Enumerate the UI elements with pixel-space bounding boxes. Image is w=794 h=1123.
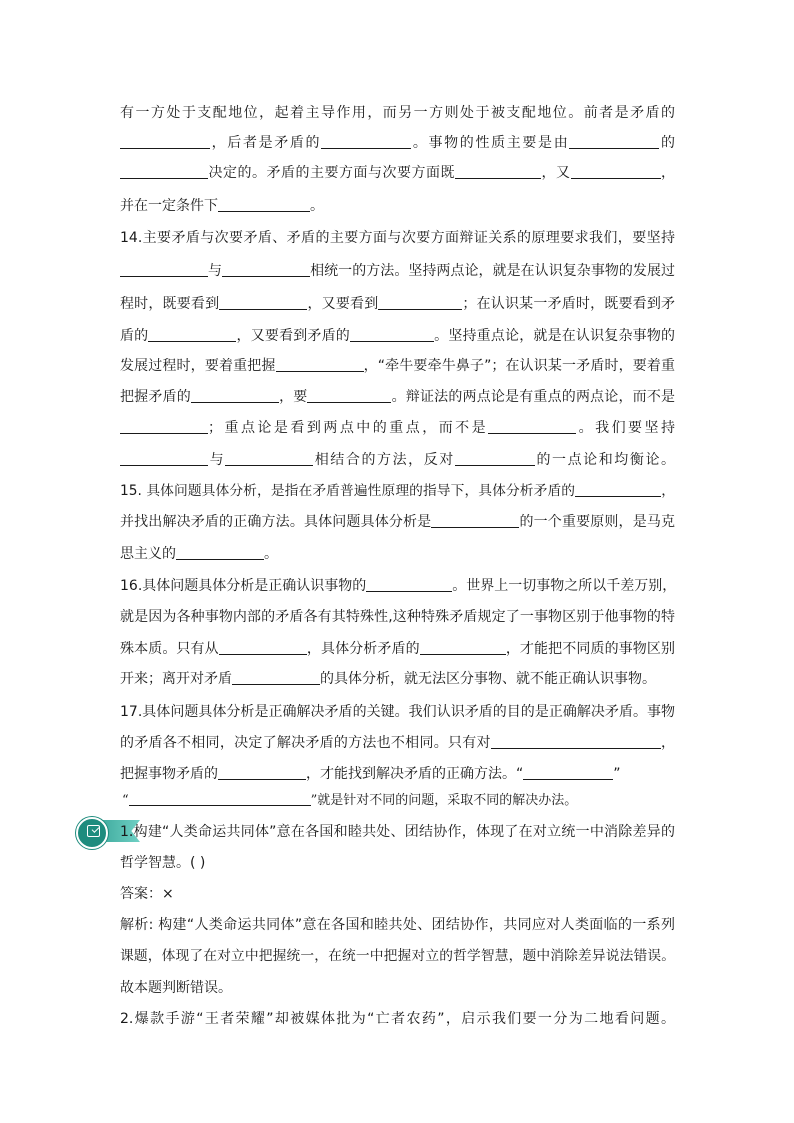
p14-line-2: 与 相统一的方法。坚持两点论，就是在认识复杂事物的发展过 bbox=[120, 261, 675, 281]
p14-line-4: 盾的 ，又要看到矛盾的 。坚持重点论，就是在认识复杂事物的 bbox=[120, 328, 676, 344]
p16-line-4: 开来；离开对矛盾 的具体分析，就无法区分事物、就不能正确认识事物。 bbox=[120, 671, 656, 687]
blank-field[interactable] bbox=[222, 262, 310, 277]
blank-field[interactable] bbox=[571, 164, 661, 179]
answer-text: 答案：× bbox=[120, 886, 174, 902]
p15-line-1: 15. 具体问题具体分析，是指在矛盾普遍性原理的指导下，具体分析矛盾的 ， bbox=[120, 483, 675, 499]
p14-line-5: 发展过程时，要着重把握 ，“牵牛要牵牛鼻子”；在认识某一矛盾时，要着重 bbox=[120, 358, 675, 374]
blank-field[interactable] bbox=[232, 670, 320, 685]
p14-line-6: 把握矛盾的 ，要 。辩证法的两点论是有重点的两点论，而不是 bbox=[120, 389, 676, 405]
p17-line-1: 17.具体问题具体分析是正确解决矛盾的关键。我们认识矛盾的目的是正确解决矛盾。事物 bbox=[120, 704, 675, 720]
analysis-line-3: 故本题判断错误。 bbox=[120, 980, 232, 996]
blank-field[interactable] bbox=[120, 134, 210, 149]
blank-field[interactable] bbox=[218, 765, 306, 780]
blank-field[interactable] bbox=[488, 419, 576, 434]
blank-field[interactable] bbox=[120, 262, 208, 277]
blank-field[interactable] bbox=[120, 164, 208, 179]
p16-line-2: 就是因为各种事物内部的矛盾各有其特殊性,这种特殊矛盾规定了一事物区别于他事物的特 bbox=[120, 609, 675, 625]
question-1-line-1: 1.构建“人类命运共同体”意在各国和睦共处、团结协作，体现了在对立统一中消除差异的 bbox=[120, 824, 675, 840]
p14-line-3: 程时，既要看到 ，又要看到 ；在认识某一矛盾时，既要看到矛 bbox=[120, 296, 676, 312]
p13-line-2: ，后者是矛盾的 。事物的性质主要是由 的 bbox=[120, 133, 675, 153]
blank-field[interactable] bbox=[569, 134, 659, 149]
blank-field[interactable] bbox=[129, 791, 311, 806]
blank-field[interactable] bbox=[176, 545, 264, 560]
blank-field[interactable] bbox=[491, 734, 661, 749]
question-1-line-2: 哲学智慧。( ) bbox=[120, 855, 206, 871]
question-2-line-1: 2.爆款手游“王者荣耀”却被媒体批为“亡者农药”，启示我们要一分为二地看问题。 bbox=[120, 1011, 675, 1027]
analysis-line-1: 解析: 构建“人类命运共同体”意在各国和睦共处、团结协作，共同应对人类面临的一系列 bbox=[120, 917, 675, 933]
p17-line-3: 把握事物矛盾的 ，才能找到解决矛盾的正确方法。“ ” bbox=[120, 766, 621, 782]
p16-line-1: 16.具体问题具体分析是正确认识事物的 。世界上一切事物之所以千差万别， bbox=[120, 578, 677, 594]
blank-field[interactable] bbox=[575, 482, 661, 497]
blank-field[interactable] bbox=[225, 451, 313, 466]
blank-field[interactable] bbox=[219, 640, 307, 655]
blank-field[interactable] bbox=[219, 295, 307, 310]
p17-line-4: “ ”就是针对不同的问题，采取不同的解决办法。 bbox=[122, 793, 578, 808]
blank-field[interactable] bbox=[350, 327, 434, 342]
blank-field[interactable] bbox=[120, 419, 208, 434]
blank-field[interactable] bbox=[455, 451, 535, 466]
p14-line-1: 14.主要矛盾与次要矛盾、矛盾的主要方面与次要方面辩证关系的原理要求我们，要坚持 bbox=[120, 230, 675, 246]
blank-field[interactable] bbox=[420, 640, 506, 655]
p16-line-3: 殊本质。只有从 ，具体分析矛盾的 ，才能把不同质的事物区别 bbox=[120, 641, 676, 657]
blank-field[interactable] bbox=[366, 577, 452, 592]
blank-field[interactable] bbox=[191, 388, 279, 403]
check-note-icon bbox=[87, 825, 100, 837]
blank-field[interactable] bbox=[148, 327, 236, 342]
p14-line-8: 与 相结合的方法，反对 的一点论和均衡论。 bbox=[120, 450, 675, 470]
p17-line-2: 的矛盾各不相同，决定了解决矛盾的方法也不相同。只有对 ， bbox=[120, 735, 676, 751]
p14-line-7: ；重点论是看到两点中的重点，而不是 。我们要坚持 bbox=[120, 418, 675, 438]
p13-line-4: 并在一定条件下 。 bbox=[120, 198, 324, 214]
blank-field[interactable] bbox=[321, 134, 411, 149]
p13-line-3: 决定的。矛盾的主要方面与次要方面既 ，又 ， bbox=[120, 163, 675, 183]
blank-field[interactable] bbox=[120, 451, 208, 466]
p15-line-3: 思主义的 。 bbox=[120, 546, 278, 562]
blank-field[interactable] bbox=[523, 765, 613, 780]
analysis-line-2: 课题，体现了在对立中把握统一，在统一中把握对立的哲学智慧，题中消除差异说法错误。 bbox=[120, 948, 675, 964]
p15-line-2: 并找出解决矛盾的正确方法。具体问题具体分析是 的一个重要原则，是马克 bbox=[120, 514, 676, 530]
badge-circle bbox=[76, 817, 108, 849]
blank-field[interactable] bbox=[218, 197, 310, 212]
blank-field[interactable] bbox=[431, 513, 519, 528]
blank-field[interactable] bbox=[378, 295, 462, 310]
blank-field[interactable] bbox=[307, 388, 391, 403]
p13-line-1: 有一方处于支配地位，起着主导作用，而另一方则处于被支配地位。前者是矛盾的 bbox=[120, 105, 675, 121]
blank-field[interactable] bbox=[455, 164, 541, 179]
blank-field[interactable] bbox=[276, 357, 364, 372]
